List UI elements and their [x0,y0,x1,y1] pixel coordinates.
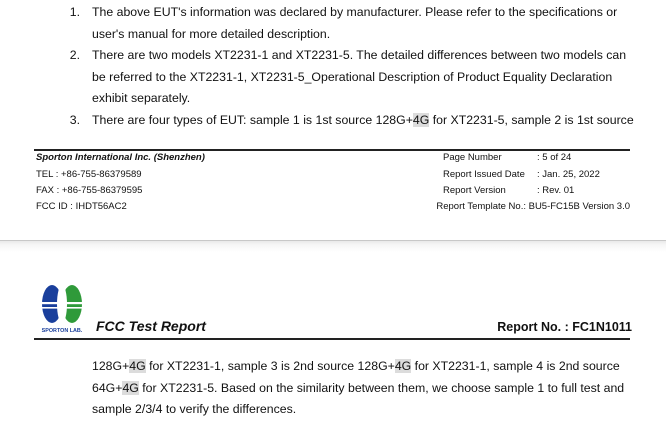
highlighted-text: 4G [122,380,139,395]
report-template: Report Template No.: BU5-FC15B Version 3.0 [436,201,630,212]
text-run: for XT2231-5. Based on the similarity between them, we choose sample 1 to full test and [138,380,625,395]
text-run: exhibit separately. [92,91,191,105]
text-line [92,45,626,67]
page-break-line [0,240,666,241]
sporton-logo [36,282,88,336]
report-version-value: : Rev. 01 [537,185,575,196]
fcc-id-text: FCC ID : IHDT56AC2 [36,201,127,212]
list-item-text [92,45,626,110]
text-run: for XT2231-5, sample 2 is 1st source [429,113,634,127]
list-item-number: 2. [69,48,80,62]
report-title: FCC Test Report [96,318,206,334]
fax-text: FAX : +86-755-86379595 [36,185,143,196]
text-line [92,110,634,132]
text-run: be referred to the XT2231-1, XT2231-5_Operational Description of Product Equality Declaration [92,69,613,84]
text-run: There are four types of EUT: sample 1 is 1st source 128G+ [92,113,413,127]
page-number-value: : 5 of 24 [537,152,572,163]
issued-date-label: Report Issued Date [443,169,525,180]
text-run: user's manual for more detailed description. [92,26,331,41]
text-line [92,399,632,421]
text-line [92,378,632,400]
highlighted-text: 4G [129,359,146,373]
continued-paragraph [92,356,632,421]
text-run: for XT2231-1, sample 3 is 2nd source 128G+ [145,359,395,373]
text-run: There are two models XT2231-1 and XT2231-5. The detailed differences between two models can [92,48,627,62]
text-run: The above EUT's information was declared by manufacturer. Please refer to the specifications or [92,5,618,19]
text-line [92,88,626,110]
issued-date-value: : Jan. 25, 2022 [537,169,600,180]
list-item-text [92,110,634,132]
tel-text: TEL : +86-755-86379589 [36,169,142,180]
list-item-number: 3. [69,113,80,127]
text-run: 64G+ [92,380,123,395]
text-line [92,67,626,89]
report-version-label: Report Version [443,185,506,196]
page-break [0,240,666,252]
sporton-logo-icon [39,285,85,323]
logo-text: SPORTON LAB. [41,328,83,334]
text-run: 128G+ [92,359,130,373]
header-rule [34,338,630,340]
company-name: Sporton International Inc. (Shenzhen) [36,152,205,163]
text-line [92,24,626,46]
list-item-number: 1. [69,5,80,19]
page-number-label: Page Number [443,152,502,163]
text-run: for XT2231-1, sample 4 is 2nd source [411,359,620,373]
text-line [92,2,626,24]
highlighted-text: 4G [394,359,412,373]
report-number: Report No. : FC1N1011 [497,320,632,334]
highlighted-text: 4G [412,113,430,127]
text-run: sample 2/3/4 to verify the differences. [92,402,297,416]
list-item-text [92,2,626,45]
text-line [92,356,632,378]
